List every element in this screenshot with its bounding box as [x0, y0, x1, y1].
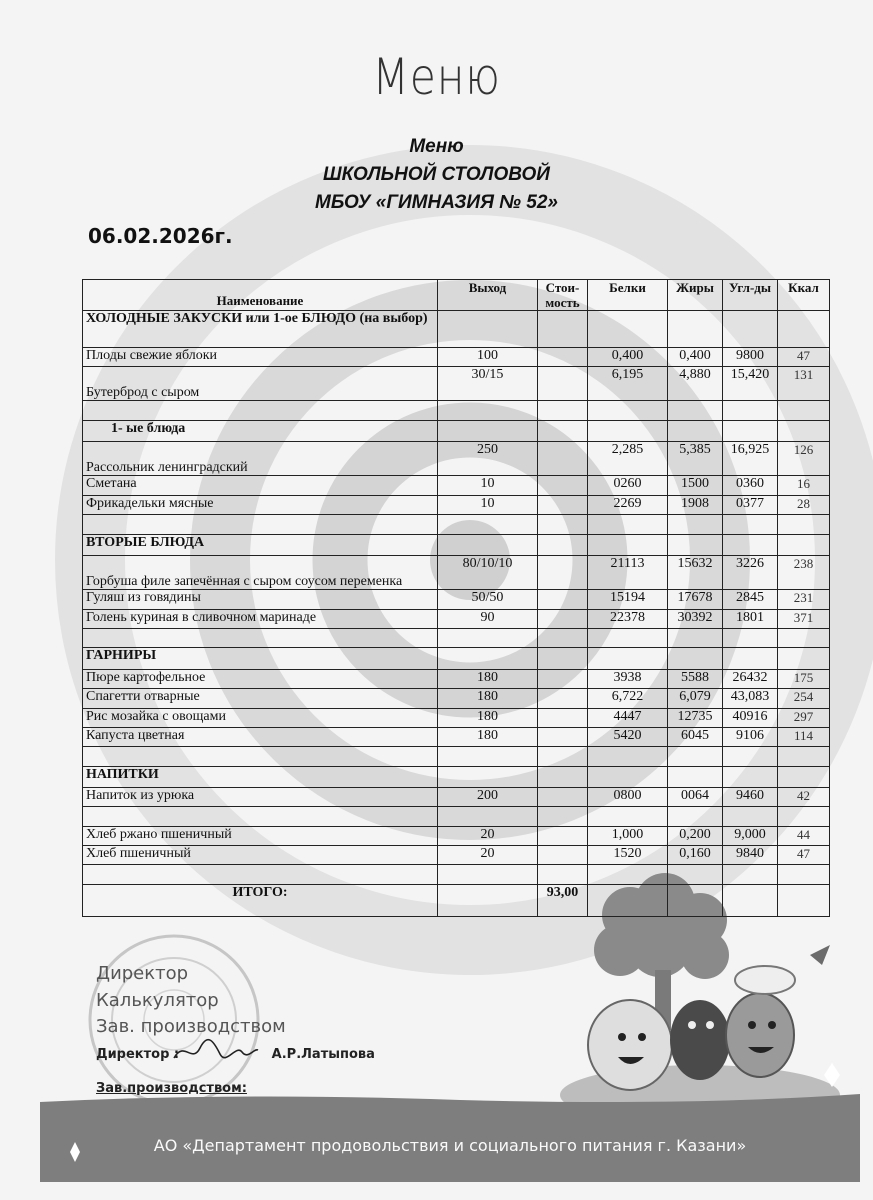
- empty-cell: [438, 401, 538, 420]
- empty-cell: [668, 865, 723, 885]
- empty-cell: [438, 420, 538, 441]
- dish-name: Сметана: [83, 476, 438, 495]
- dish-name: Капуста цветная: [83, 727, 438, 746]
- empty-cell: [778, 747, 830, 766]
- empty-cell: [668, 747, 723, 766]
- empty-cell: [723, 420, 778, 441]
- cell-fat: 6,079: [668, 689, 723, 708]
- cell-prot: 4447: [588, 708, 668, 727]
- col-header-output: Выход: [438, 280, 538, 311]
- empty-cell: [538, 401, 588, 420]
- handwritten-signature: [170, 1036, 260, 1066]
- empty-cell: [438, 747, 538, 766]
- dish-name: Пюре картофельное: [83, 669, 438, 688]
- dish-name: Фрикадельки мясные: [83, 495, 438, 514]
- empty-cell: [668, 515, 723, 534]
- cell-price: [538, 708, 588, 727]
- cell-kcal: 254: [778, 689, 830, 708]
- cell-kcal: 126: [778, 442, 830, 476]
- table-row: [83, 669, 830, 688]
- empty-cell: [588, 401, 668, 420]
- cell-prot: 3938: [588, 669, 668, 688]
- empty-cell: [668, 401, 723, 420]
- empty-cell: [588, 766, 668, 787]
- cell-carb: 2845: [723, 590, 778, 609]
- cell-carb: 9840: [723, 846, 778, 865]
- cell-prot: 0800: [588, 788, 668, 807]
- cell-out: 100: [438, 347, 538, 366]
- empty-cell: [588, 807, 668, 826]
- empty-cell: [778, 401, 830, 420]
- empty-cell: [438, 629, 538, 648]
- cell-carb: 15,420: [723, 366, 778, 400]
- sig-director: Директор: [96, 963, 189, 984]
- empty-cell: [83, 515, 438, 534]
- cell-fat: 0,160: [668, 846, 723, 865]
- empty-cell: [723, 807, 778, 826]
- empty-cell: [538, 648, 588, 669]
- cell-price: [538, 727, 588, 746]
- table-row: [83, 442, 830, 476]
- section-title: НАПИТКИ: [83, 766, 438, 787]
- empty-cell: [538, 865, 588, 885]
- empty-cell: [723, 648, 778, 669]
- cell-out: 180: [438, 689, 538, 708]
- cell-prot: 22378: [588, 609, 668, 628]
- cell-carb: 0360: [723, 476, 778, 495]
- empty-cell: [83, 629, 438, 648]
- dish-name: Напиток из урюка: [83, 788, 438, 807]
- empty-cell: [723, 747, 778, 766]
- cell-out: 50/50: [438, 590, 538, 609]
- empty-cell: [588, 534, 668, 555]
- table-row: [83, 727, 830, 746]
- empty-cell: [778, 515, 830, 534]
- cell-price: [538, 846, 588, 865]
- cell-carb: 9460: [723, 788, 778, 807]
- blank-row: [83, 401, 830, 420]
- cell-out: 180: [438, 727, 538, 746]
- cell-out: 30/15: [438, 366, 538, 400]
- cell-fat: 1908: [668, 495, 723, 514]
- cell-prot: 1,000: [588, 826, 668, 845]
- empty-cell: [83, 401, 438, 420]
- empty-cell: [778, 865, 830, 885]
- cell-prot: 2,285: [588, 442, 668, 476]
- cell-fat: 4,880: [668, 366, 723, 400]
- table-row: [83, 347, 830, 366]
- cell-kcal: 297: [778, 708, 830, 727]
- footer-org: АО «Департамент продовольствия и социального питания г. Казани»: [153, 1136, 747, 1155]
- table-row: [83, 495, 830, 514]
- dish-name: Бутерброд с сыром: [83, 366, 438, 400]
- col-header-fat: Жиры: [668, 280, 723, 311]
- empty-cell: [778, 420, 830, 441]
- cell-out: 20: [438, 826, 538, 845]
- empty-cell: [778, 534, 830, 555]
- blank-row: [83, 865, 830, 885]
- table-row: [83, 708, 830, 727]
- section-row: [83, 766, 830, 787]
- cell-fat: 30392: [668, 609, 723, 628]
- section-title: ХОЛОДНЫЕ ЗАКУСКИ или 1-ое БЛЮДО (на выбор): [83, 311, 438, 348]
- empty-cell: [668, 311, 723, 348]
- section-row: [83, 648, 830, 669]
- col-header-protein: Белки: [588, 280, 668, 311]
- section-title: ГАРНИРЫ: [83, 648, 438, 669]
- empty-cell: [778, 311, 830, 348]
- cell-fat: 0,200: [668, 826, 723, 845]
- dish-name: Хлеб пшеничный: [83, 846, 438, 865]
- cell-kcal: 28: [778, 495, 830, 514]
- cell-fat: 12735: [668, 708, 723, 727]
- cell-fat: 1500: [668, 476, 723, 495]
- table-row: [83, 609, 830, 628]
- cell-kcal: 131: [778, 366, 830, 400]
- empty-cell: [438, 311, 538, 348]
- empty-cell: [588, 865, 668, 885]
- blank-row: [83, 515, 830, 534]
- cell-price: [538, 476, 588, 495]
- empty-cell: [668, 648, 723, 669]
- empty-cell: [83, 807, 438, 826]
- cell-out: 20: [438, 846, 538, 865]
- empty-cell: [588, 648, 668, 669]
- cell-fat: 15632: [668, 556, 723, 590]
- col-header-carbs: Угл-ды: [723, 280, 778, 311]
- cell-kcal: 114: [778, 727, 830, 746]
- empty-cell: [538, 420, 588, 441]
- director-name: А.Р.Латыпова: [271, 1047, 375, 1062]
- cell-fat: 0,400: [668, 347, 723, 366]
- cell-kcal: 238: [778, 556, 830, 590]
- cell-fat: 17678: [668, 590, 723, 609]
- cell-prot: 2269: [588, 495, 668, 514]
- empty-cell: [538, 534, 588, 555]
- cell-price: [538, 669, 588, 688]
- cell-kcal: 47: [778, 846, 830, 865]
- cell-price: [538, 590, 588, 609]
- dish-name: Плоды свежие яблоки: [83, 347, 438, 366]
- cell-price: [538, 689, 588, 708]
- cell-prot: 21113: [588, 556, 668, 590]
- table-row: [83, 366, 830, 400]
- cell-price: [538, 826, 588, 845]
- blank-row: [83, 629, 830, 648]
- empty-cell: [83, 747, 438, 766]
- empty-cell: [588, 311, 668, 348]
- cell-carb: 1801: [723, 609, 778, 628]
- section-row: [83, 534, 830, 555]
- table-row: [83, 476, 830, 495]
- dish-name: Рассольник ленинградский: [83, 442, 438, 476]
- empty-cell: [668, 420, 723, 441]
- empty-cell: [778, 648, 830, 669]
- empty-cell: [83, 865, 438, 885]
- empty-cell: [668, 766, 723, 787]
- cell-carb: 9,000: [723, 826, 778, 845]
- dish-name: Спагетти отварные: [83, 689, 438, 708]
- cell-kcal: 371: [778, 609, 830, 628]
- empty-cell: [723, 401, 778, 420]
- cell-out: 200: [438, 788, 538, 807]
- empty-cell: [588, 747, 668, 766]
- empty-cell: [438, 807, 538, 826]
- cell-price: [538, 556, 588, 590]
- menu-date: 06.02.2026г.: [88, 224, 233, 248]
- section-row: [83, 311, 830, 348]
- table-row: [83, 788, 830, 807]
- cell-kcal: 175: [778, 669, 830, 688]
- cell-fat: 6045: [668, 727, 723, 746]
- empty-cell: [538, 311, 588, 348]
- menu-table: [82, 279, 830, 917]
- empty-cell: [538, 766, 588, 787]
- cell-out: 90: [438, 609, 538, 628]
- col-header-name: Наименование: [83, 280, 438, 311]
- table-row: [83, 826, 830, 845]
- table-row: [83, 846, 830, 865]
- menu-title: Меню: [409, 136, 464, 157]
- dish-name: Рис мозайка с овощами: [83, 708, 438, 727]
- empty-cell: [723, 766, 778, 787]
- col-header-price: Стои-мость: [538, 280, 588, 311]
- cell-carb: 40916: [723, 708, 778, 727]
- total-label: ИТОГО:: [83, 885, 438, 917]
- empty-cell: [438, 534, 538, 555]
- cell-out: 180: [438, 708, 538, 727]
- cell-kcal: 44: [778, 826, 830, 845]
- cell-prot: 1520: [588, 846, 668, 865]
- production-line: Зав.производством:: [96, 1081, 247, 1096]
- empty-cell: [538, 747, 588, 766]
- sig-production-head: Зав. производством: [96, 1016, 286, 1037]
- empty-cell: [438, 515, 538, 534]
- empty-cell: [668, 629, 723, 648]
- cell-carb: 0377: [723, 495, 778, 514]
- empty-cell: [778, 629, 830, 648]
- table-row: [83, 590, 830, 609]
- empty-cell: [538, 807, 588, 826]
- col-header-kcal: Ккал: [778, 280, 830, 311]
- empty-cell: [588, 515, 668, 534]
- cell-out: 80/10/10: [438, 556, 538, 590]
- empty-cell: [438, 766, 538, 787]
- cell-price: [538, 366, 588, 400]
- cell-carb: 9106: [723, 727, 778, 746]
- cell-carb: 26432: [723, 669, 778, 688]
- cell-prot: 5420: [588, 727, 668, 746]
- dish-name: Гуляш из говядины: [83, 590, 438, 609]
- empty-cell: [778, 807, 830, 826]
- cell-prot: 0,400: [588, 347, 668, 366]
- cell-kcal: 16: [778, 476, 830, 495]
- blank-row: [83, 807, 830, 826]
- empty-cell: [668, 534, 723, 555]
- cell-kcal: 47: [778, 347, 830, 366]
- empty-cell: [778, 766, 830, 787]
- cell-carb: 43,083: [723, 689, 778, 708]
- section-row: [83, 420, 830, 441]
- cell-prot: 15194: [588, 590, 668, 609]
- table-row: [83, 556, 830, 590]
- cell-kcal: 231: [778, 590, 830, 609]
- section-title: ВТОРЫЕ БЛЮДА: [83, 534, 438, 555]
- cell-price: [538, 788, 588, 807]
- section-title: 1- ые блюда: [83, 420, 438, 441]
- table-row: [83, 689, 830, 708]
- canteen-title: ШКОЛЬНОЙ СТОЛОВОЙ: [323, 164, 550, 185]
- empty-cell: [588, 420, 668, 441]
- cell-prot: 6,722: [588, 689, 668, 708]
- cell-carb: 16,925: [723, 442, 778, 476]
- cell-prot: 0260: [588, 476, 668, 495]
- empty-cell: [588, 629, 668, 648]
- empty-cell: [438, 865, 538, 885]
- cell-fat: 5,385: [668, 442, 723, 476]
- school-title: МБОУ «ГИМНАЗИЯ № 52»: [315, 192, 558, 213]
- empty-cell: [723, 865, 778, 885]
- cell-fat: 5588: [668, 669, 723, 688]
- empty-cell: [438, 648, 538, 669]
- blank-row: [83, 747, 830, 766]
- empty-cell: [723, 534, 778, 555]
- cell-prot: 6,195: [588, 366, 668, 400]
- sig-calculator: Калькулятор: [96, 990, 219, 1011]
- cell-out: 250: [438, 442, 538, 476]
- cell-out: 180: [438, 669, 538, 688]
- cell-carb: 9800: [723, 347, 778, 366]
- dish-name: Голень куриная в сливочном маринаде: [83, 609, 438, 628]
- handwritten-title: Меню: [372, 48, 501, 106]
- cell-kcal: 42: [778, 788, 830, 807]
- empty-cell: [668, 807, 723, 826]
- director-line-label: Директор :: [96, 1047, 180, 1062]
- empty-cell: [723, 311, 778, 348]
- empty-cell: [723, 515, 778, 534]
- cell-out: 10: [438, 476, 538, 495]
- cell-price: [538, 442, 588, 476]
- cell-price: [538, 347, 588, 366]
- cell-carb: 3226: [723, 556, 778, 590]
- dish-name: Горбуша филе запечённая с сыром соусом переменка: [83, 556, 438, 590]
- cell-out: 10: [438, 495, 538, 514]
- total-value: 93,00: [538, 885, 588, 917]
- empty-cell: [538, 629, 588, 648]
- empty-cell: [723, 629, 778, 648]
- cell-price: [538, 609, 588, 628]
- cell-fat: 0064: [668, 788, 723, 807]
- cell-price: [538, 495, 588, 514]
- empty-cell: [538, 515, 588, 534]
- dish-name: Хлеб ржано пшеничный: [83, 826, 438, 845]
